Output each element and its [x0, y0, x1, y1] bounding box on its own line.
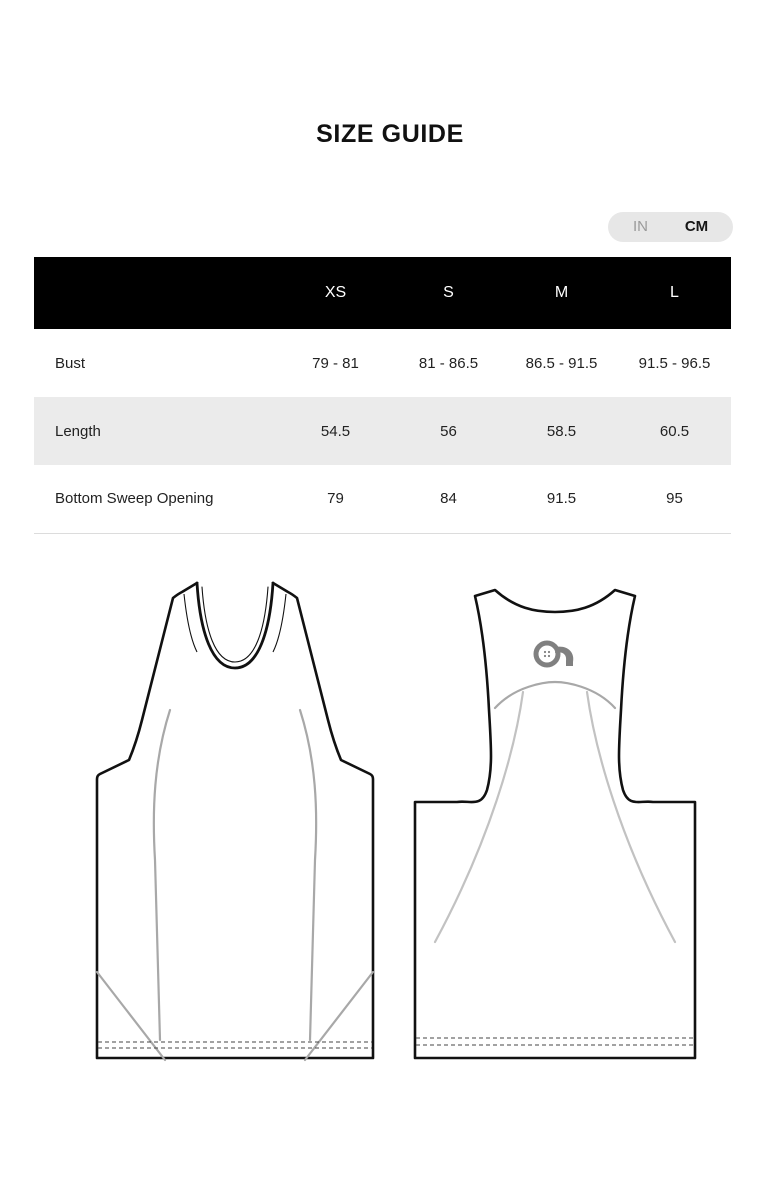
unit-toggle[interactable]	[608, 212, 733, 242]
row-label-length: Length	[55, 422, 101, 440]
cell-bottom-sweep-l: 95	[618, 465, 731, 533]
page-title: SIZE GUIDE	[316, 120, 464, 148]
table-header-measurement	[34, 257, 279, 329]
cell-bust-m: 86.5 - 91.5	[525, 354, 598, 372]
unit-toggle-option-in[interactable]: IN	[633, 218, 648, 235]
table-header-size-s: S	[443, 284, 454, 301]
cell-bust-s: 81 - 86.5	[418, 354, 479, 372]
table-header-size-m: M	[554, 284, 569, 301]
row-label-bust: Bust	[55, 354, 86, 372]
cell-length-l: 60.5	[659, 422, 690, 440]
table-header-size-xs: XS	[324, 284, 347, 301]
row-label-bottom-sweep-opening: Bottom Sweep Opening	[34, 465, 279, 533]
cell-length-s: 56	[440, 422, 457, 440]
table-header-row	[34, 257, 731, 329]
cell-bottom-sweep-s: 84	[392, 465, 505, 533]
table-row	[34, 397, 731, 465]
garment-illustrations	[0, 560, 780, 1080]
table-row	[34, 329, 731, 397]
cell-bottom-sweep-xs: 79	[279, 465, 392, 533]
cell-length-m: 58.5	[546, 422, 577, 440]
cell-bottom-sweep-m: 91.5	[505, 465, 618, 533]
tank-top-front-view-icon	[60, 560, 410, 1080]
cell-bust-xs: 79 - 81	[312, 354, 359, 372]
cell-bust-l: 91.5 - 96.5	[638, 354, 711, 372]
unit-toggle-option-cm[interactable]: CM	[684, 218, 709, 235]
table-row	[34, 465, 731, 533]
table-header-size-l: L	[670, 284, 679, 301]
size-guide-table	[34, 257, 731, 534]
tank-top-back-view-icon	[395, 560, 715, 1080]
cell-length-xs: 54.5	[320, 422, 351, 440]
